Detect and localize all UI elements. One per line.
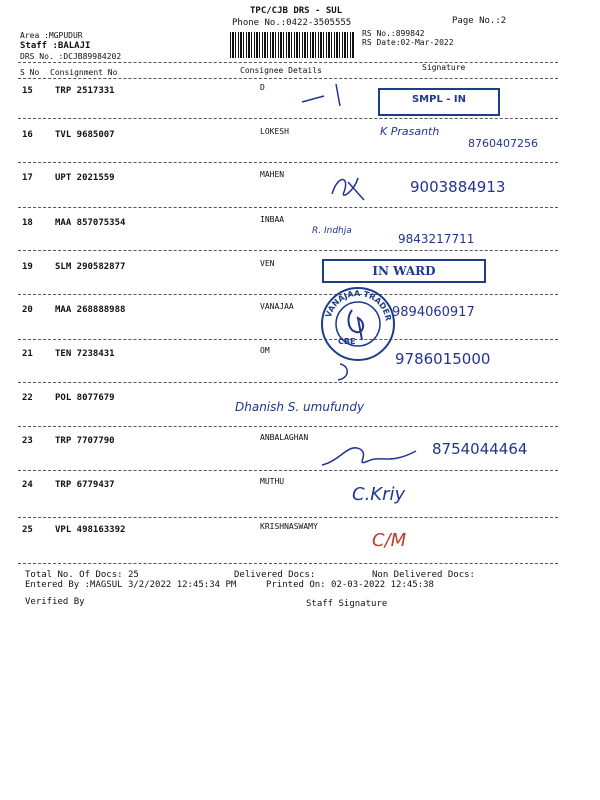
table-row-sno: 15 xyxy=(22,86,33,96)
row-divider xyxy=(18,382,558,383)
phone-row17: 9003884913 xyxy=(410,178,506,196)
inward-stamp-text: IN WARD xyxy=(372,264,436,278)
signature-row18: R. Indhja xyxy=(312,226,352,236)
smpl-stamp xyxy=(378,88,500,116)
signature-row23 xyxy=(320,437,420,471)
table-row-sno: 20 xyxy=(22,305,33,315)
table-row-consignment: POL 8077679 xyxy=(55,393,115,403)
seal-city-text: CBE xyxy=(338,337,356,346)
phone-row21: 9786015000 xyxy=(395,350,491,368)
page-number: Page No.:2 xyxy=(452,16,507,26)
row-divider xyxy=(18,294,558,295)
table-row-consignee: LOKESH xyxy=(260,127,289,136)
table-row-sno: 19 xyxy=(22,262,33,272)
table-row-consignment: SLM 290582877 xyxy=(55,262,126,272)
table-row-consignee: MAHEN xyxy=(260,170,285,179)
row-divider xyxy=(18,118,558,119)
column-header-sno: S No xyxy=(20,68,40,77)
table-row-sno: 18 xyxy=(22,218,33,228)
table-row-sno: 22 xyxy=(22,393,33,403)
barcode xyxy=(230,32,355,58)
table-row-sno: 23 xyxy=(22,436,33,446)
delivered-docs: Delivered Docs: xyxy=(234,570,316,580)
non-delivered-docs: Non Delivered Docs: xyxy=(372,570,475,580)
scribble-row15 xyxy=(300,82,360,112)
table-row-consignee: D xyxy=(260,83,265,92)
signature-row24: C.Kriy xyxy=(352,484,406,505)
rs-number: RS No.:899842 xyxy=(362,29,425,38)
table-row-sno: 24 xyxy=(22,480,33,490)
rs-date: RS Date:02-Mar-2022 xyxy=(362,38,454,47)
table-row-consignment: TRP 7707790 xyxy=(55,436,115,446)
table-row-consignment: MAA 268888988 xyxy=(55,305,126,315)
row-divider xyxy=(18,207,558,208)
vanaja-traders-seal xyxy=(315,277,398,364)
table-row-consignee: MUTHU xyxy=(260,477,285,486)
table-row-consignment: TRP 2517331 xyxy=(55,86,115,96)
area-label: Area :MGPUDUR xyxy=(20,31,83,40)
table-row-sno: 17 xyxy=(22,173,33,183)
row-divider xyxy=(18,517,558,518)
row-divider xyxy=(18,426,558,427)
phone-row18: 9843217711 xyxy=(398,232,475,246)
phone-row23: 8754044464 xyxy=(432,440,528,458)
phone-number: Phone No.:0422-3505555 xyxy=(232,18,352,28)
row-divider xyxy=(18,250,558,251)
table-row-consignment: TRP 6779437 xyxy=(55,480,115,490)
smpl-stamp-text: SMPL - IN xyxy=(411,94,467,105)
signature-row25: C/M xyxy=(372,530,407,551)
row-divider xyxy=(18,470,558,471)
staff-signature-label: Staff Signature xyxy=(306,599,388,609)
table-row-consignee: KRISHNASWAMY xyxy=(260,522,318,531)
column-header-signature: Signature xyxy=(422,63,466,72)
verified-by-label: Verified By xyxy=(25,597,85,607)
divider xyxy=(18,563,558,564)
table-row-consignment: UPT 2021559 xyxy=(55,173,115,183)
table-row-sno: 16 xyxy=(22,130,33,140)
staff-label: Staff :BALAJI xyxy=(20,41,91,51)
table-row-consignee: ANBALAGHAN xyxy=(260,433,309,442)
row-divider xyxy=(18,162,558,163)
drs-number: DRS No. :DCJB89984202 xyxy=(20,52,122,61)
row-divider xyxy=(18,339,558,340)
scribble-row21 xyxy=(336,360,356,382)
table-row-consignment: TEN 7238431 xyxy=(55,349,115,359)
phone-row20: 9894060917 xyxy=(392,305,475,320)
table-row-consignee: INBAA xyxy=(260,215,285,224)
document-title: TPC/CJB DRS - SUL xyxy=(250,6,343,16)
signature-row17 xyxy=(328,170,368,204)
entered-by: Entered By :MAGSUL 3/2/2022 12:45:34 PM xyxy=(25,580,237,590)
seal-ring-text: VANAJAA TRADERS xyxy=(315,277,393,322)
total-docs: Total No. Of Docs: 25 xyxy=(25,570,139,580)
phone-row16: 8760407256 xyxy=(468,137,538,150)
signature-row16: K Prasanth xyxy=(380,125,440,138)
column-header-consignee: Consignee Details xyxy=(240,66,322,75)
printed-on: Printed On: 02-03-2022 12:45:38 xyxy=(266,580,434,590)
inward-stamp xyxy=(322,259,486,283)
divider xyxy=(18,78,558,79)
table-row-consignment: TVL 9685007 xyxy=(55,130,115,140)
table-row-consignment: VPL 498163392 xyxy=(55,525,126,535)
signature-row22: Dhanish S. umufundy xyxy=(235,400,365,414)
table-row-sno: 25 xyxy=(22,525,33,535)
table-row-sno: 21 xyxy=(22,349,33,359)
divider xyxy=(18,62,558,63)
table-row-consignee: VEN xyxy=(260,259,275,268)
table-row-consignee: VANAJAA xyxy=(260,302,294,311)
table-row-consignee: OM xyxy=(260,346,270,355)
table-row-consignment: MAA 857075354 xyxy=(55,218,126,228)
column-header-consignment: Consignment No xyxy=(50,68,118,77)
